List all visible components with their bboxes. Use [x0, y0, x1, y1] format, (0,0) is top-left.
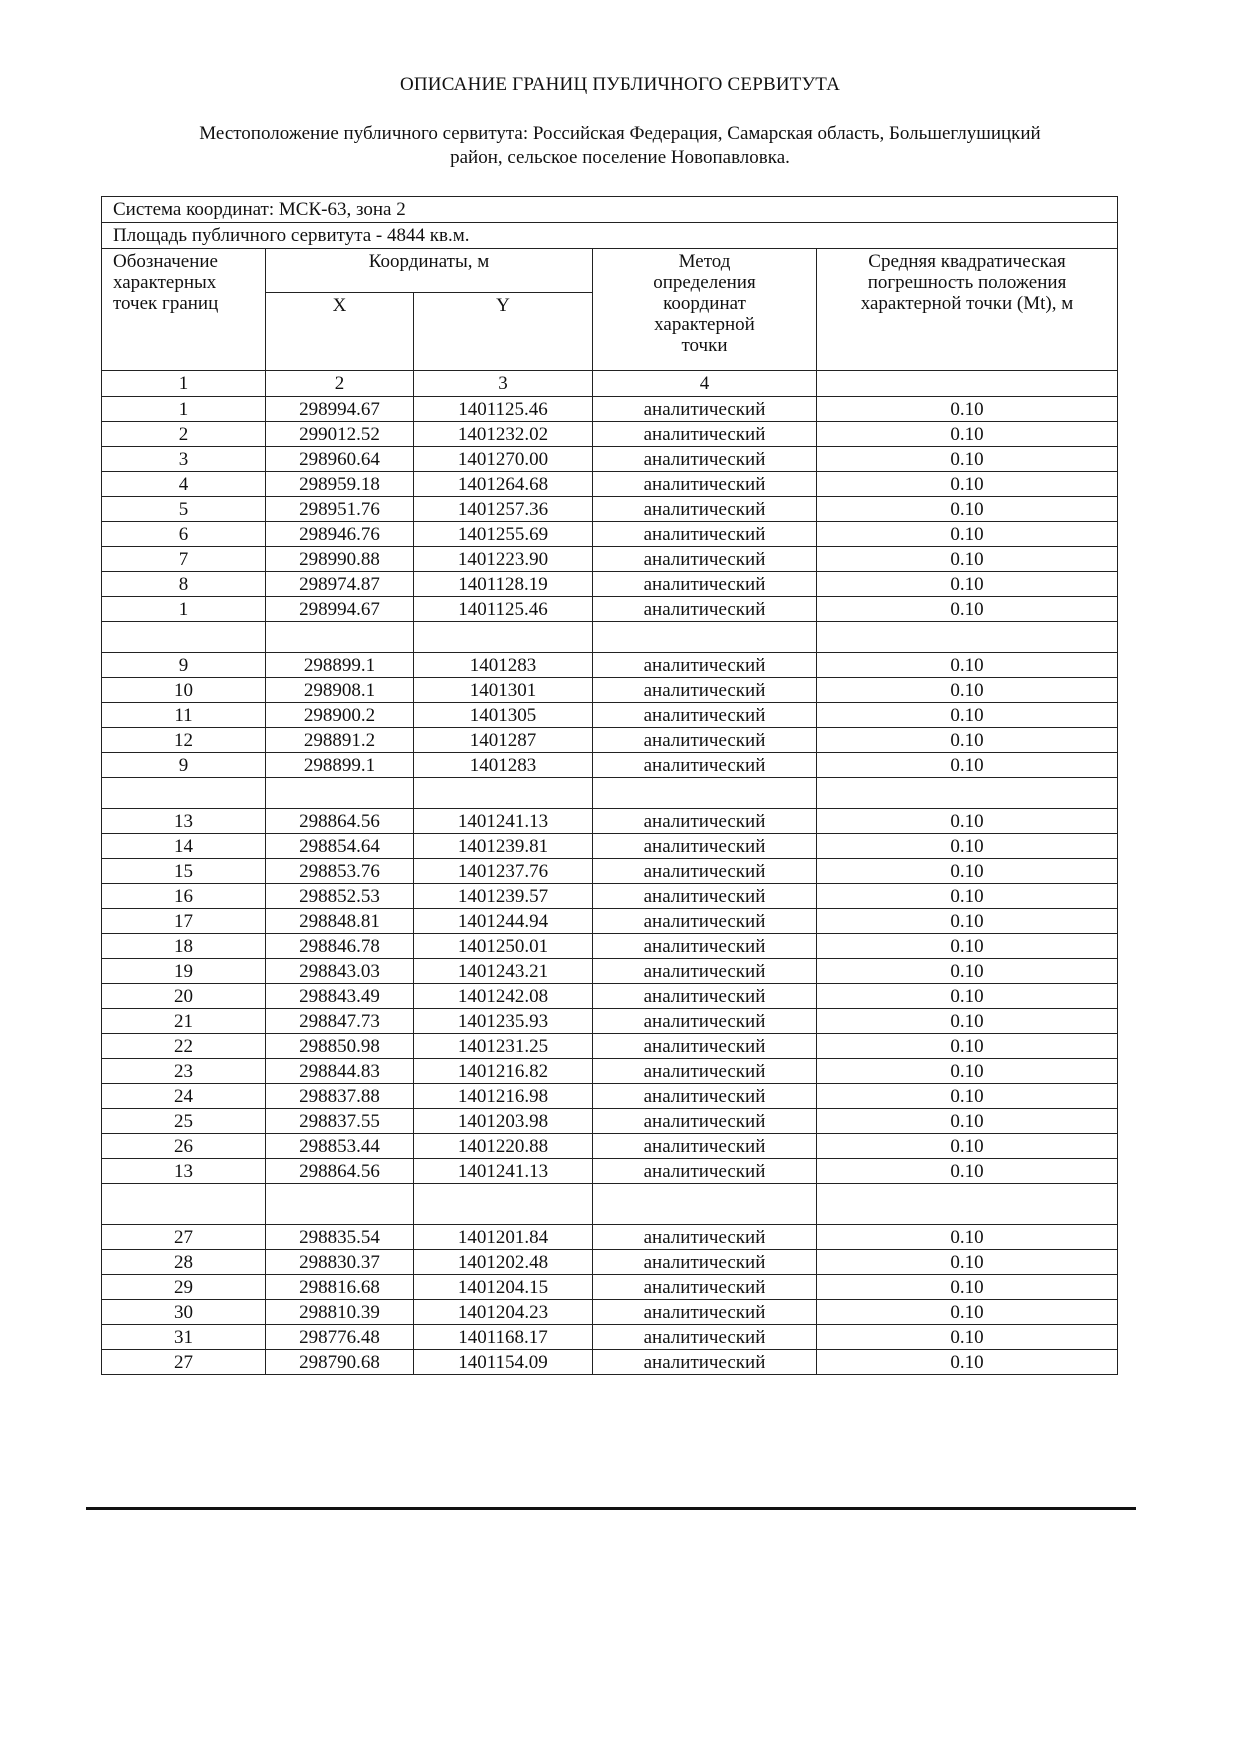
table-row [102, 678, 1118, 703]
point-id-cell: 18 [102, 934, 266, 959]
table-row [102, 1300, 1118, 1325]
method-cell: аналитический [593, 447, 817, 472]
x-coordinate-cell: 299012.52 [266, 422, 414, 447]
error-cell: 0.10 [817, 497, 1118, 522]
x-coordinate-cell: 298846.78 [266, 934, 414, 959]
empty-cell [266, 1184, 414, 1225]
x-coordinate-cell: 298852.53 [266, 884, 414, 909]
y-coordinate-cell: 1401203.98 [414, 1109, 593, 1134]
method-cell: аналитический [593, 959, 817, 984]
x-coordinate-cell: 298816.68 [266, 1275, 414, 1300]
point-id-cell: 6 [102, 522, 266, 547]
method-cell: аналитический [593, 728, 817, 753]
table-row [102, 653, 1118, 678]
point-id-cell: 25 [102, 1109, 266, 1134]
empty-cell [414, 1184, 593, 1225]
y-coordinate-cell: 1401204.15 [414, 1275, 593, 1300]
y-coordinate-cell: 1401220.88 [414, 1134, 593, 1159]
table-row [102, 834, 1118, 859]
y-coordinate-cell: 1401202.48 [414, 1250, 593, 1275]
error-cell: 0.10 [817, 597, 1118, 622]
location-text [100, 122, 1140, 170]
empty-cell [414, 622, 593, 653]
method-cell: аналитический [593, 472, 817, 497]
x-coordinate-cell: 298959.18 [266, 472, 414, 497]
x-coordinate-cell: 298990.88 [266, 547, 414, 572]
error-cell: 0.10 [817, 1300, 1118, 1325]
error-cell: 0.10 [817, 884, 1118, 909]
x-coordinate-cell: 298994.67 [266, 597, 414, 622]
error-cell: 0.10 [817, 397, 1118, 422]
y-coordinate-cell: 1401154.09 [414, 1350, 593, 1375]
method-cell: аналитический [593, 1225, 817, 1250]
table-row [102, 753, 1118, 778]
x-coordinate-cell: 298843.49 [266, 984, 414, 1009]
table-row [102, 1109, 1118, 1134]
y-coordinate-cell: 1401235.93 [414, 1009, 593, 1034]
header-text: координат [663, 293, 746, 314]
y-coordinate-cell: 1401243.21 [414, 959, 593, 984]
point-id-cell: 31 [102, 1325, 266, 1350]
x-coordinate-cell: 298864.56 [266, 1159, 414, 1184]
header-text: Метод [678, 251, 731, 272]
header-x: X [266, 293, 414, 371]
table-row [102, 728, 1118, 753]
y-coordinate-cell: 1401287 [414, 728, 593, 753]
y-coordinate-cell: 1401301 [414, 678, 593, 703]
error-cell: 0.10 [817, 1109, 1118, 1134]
error-cell: 0.10 [817, 909, 1118, 934]
point-id-cell: 26 [102, 1134, 266, 1159]
method-cell: аналитический [593, 1134, 817, 1159]
error-cell: 0.10 [817, 1009, 1118, 1034]
point-id-cell: 1 [102, 597, 266, 622]
coordinates-table [101, 196, 1118, 1375]
method-cell: аналитический [593, 703, 817, 728]
point-id-cell: 7 [102, 547, 266, 572]
header-text: Обозначение [113, 251, 218, 272]
method-cell: аналитический [593, 1325, 817, 1350]
table-row [102, 1009, 1118, 1034]
empty-cell [266, 778, 414, 809]
x-coordinate-cell: 298899.1 [266, 653, 414, 678]
table-row [102, 397, 1118, 422]
table-row [102, 934, 1118, 959]
method-cell: аналитический [593, 597, 817, 622]
point-id-cell: 21 [102, 1009, 266, 1034]
method-cell: аналитический [593, 809, 817, 834]
method-cell: аналитический [593, 547, 817, 572]
header-method [593, 249, 817, 371]
table-row [102, 1134, 1118, 1159]
method-cell: аналитический [593, 422, 817, 447]
method-cell: аналитический [593, 572, 817, 597]
point-id-cell: 15 [102, 859, 266, 884]
error-cell: 0.10 [817, 703, 1118, 728]
x-coordinate-cell: 298837.55 [266, 1109, 414, 1134]
error-cell: 0.10 [817, 959, 1118, 984]
method-cell: аналитический [593, 522, 817, 547]
table-row [102, 859, 1118, 884]
empty-cell [102, 1184, 266, 1225]
y-coordinate-cell: 1401305 [414, 703, 593, 728]
y-coordinate-cell: 1401239.81 [414, 834, 593, 859]
x-coordinate-cell: 298810.39 [266, 1300, 414, 1325]
y-coordinate-cell: 1401204.23 [414, 1300, 593, 1325]
x-coordinate-cell: 298974.87 [266, 572, 414, 597]
y-coordinate-cell: 1401216.98 [414, 1084, 593, 1109]
empty-cell [102, 778, 266, 809]
separator-row [102, 1184, 1118, 1225]
table-row [102, 1084, 1118, 1109]
point-id-cell: 5 [102, 497, 266, 522]
table-row [102, 1159, 1118, 1184]
point-id-cell: 13 [102, 1159, 266, 1184]
column-number: 1 [102, 371, 266, 397]
point-id-cell: 9 [102, 753, 266, 778]
empty-cell [593, 778, 817, 809]
y-coordinate-cell: 1401237.76 [414, 859, 593, 884]
y-coordinate-cell: 1401125.46 [414, 597, 593, 622]
y-coordinate-cell: 1401241.13 [414, 1159, 593, 1184]
x-coordinate-cell: 298994.67 [266, 397, 414, 422]
y-coordinate-cell: 1401255.69 [414, 522, 593, 547]
method-cell: аналитический [593, 984, 817, 1009]
header-coordinates: Координаты, м [266, 249, 593, 293]
empty-cell [817, 778, 1118, 809]
error-cell: 0.10 [817, 1275, 1118, 1300]
error-cell: 0.10 [817, 1034, 1118, 1059]
coord-system-cell: Система координат: МСК-63, зона 2 [102, 197, 1118, 223]
y-coordinate-cell: 1401223.90 [414, 547, 593, 572]
error-cell: 0.10 [817, 934, 1118, 959]
method-cell: аналитический [593, 1109, 817, 1134]
area-cell: Площадь публичного сервитута - 4844 кв.м. [102, 223, 1118, 249]
x-coordinate-cell: 298900.2 [266, 703, 414, 728]
x-coordinate-cell: 298891.2 [266, 728, 414, 753]
table-row [102, 472, 1118, 497]
point-id-cell: 13 [102, 809, 266, 834]
column-number: 4 [593, 371, 817, 397]
header-text: характерных [113, 272, 217, 293]
empty-cell [414, 778, 593, 809]
point-id-cell: 29 [102, 1275, 266, 1300]
error-cell: 0.10 [817, 1350, 1118, 1375]
table-row [102, 1059, 1118, 1084]
x-coordinate-cell: 298790.68 [266, 1350, 414, 1375]
error-cell: 0.10 [817, 753, 1118, 778]
method-cell: аналитический [593, 859, 817, 884]
error-cell: 0.10 [817, 809, 1118, 834]
method-cell: аналитический [593, 1009, 817, 1034]
method-cell: аналитический [593, 1159, 817, 1184]
header-text: точки [681, 335, 728, 356]
x-coordinate-cell: 298776.48 [266, 1325, 414, 1350]
y-coordinate-cell: 1401232.02 [414, 422, 593, 447]
table-row [102, 909, 1118, 934]
error-cell: 0.10 [817, 653, 1118, 678]
method-cell: аналитический [593, 653, 817, 678]
point-id-cell: 19 [102, 959, 266, 984]
table-row [102, 984, 1118, 1009]
method-cell: аналитический [593, 1034, 817, 1059]
table-row [102, 497, 1118, 522]
method-cell: аналитический [593, 1250, 817, 1275]
empty-cell [817, 622, 1118, 653]
table-row [102, 547, 1118, 572]
point-id-cell: 10 [102, 678, 266, 703]
point-id-cell: 12 [102, 728, 266, 753]
column-number [817, 371, 1118, 397]
table-row [102, 884, 1118, 909]
point-id-cell: 20 [102, 984, 266, 1009]
header-text: характерной [654, 314, 755, 335]
x-coordinate-cell: 298908.1 [266, 678, 414, 703]
location-line-1: Местоположение публичного сервитута: Российская Федерация, Самарская область, Большеглушицкий [199, 123, 1041, 144]
x-coordinate-cell: 298853.76 [266, 859, 414, 884]
method-cell: аналитический [593, 909, 817, 934]
x-coordinate-cell: 298835.54 [266, 1225, 414, 1250]
empty-cell [593, 1184, 817, 1225]
point-id-cell: 23 [102, 1059, 266, 1084]
table-row [102, 1350, 1118, 1375]
y-coordinate-cell: 1401239.57 [414, 884, 593, 909]
error-cell: 0.10 [817, 984, 1118, 1009]
error-cell: 0.10 [817, 1159, 1118, 1184]
column-number: 2 [266, 371, 414, 397]
table-row [102, 447, 1118, 472]
method-cell: аналитический [593, 834, 817, 859]
x-coordinate-cell: 298850.98 [266, 1034, 414, 1059]
y-coordinate-cell: 1401283 [414, 753, 593, 778]
error-cell: 0.10 [817, 834, 1118, 859]
error-cell: 0.10 [817, 859, 1118, 884]
method-cell: аналитический [593, 1084, 817, 1109]
x-coordinate-cell: 298853.44 [266, 1134, 414, 1159]
y-coordinate-cell: 1401244.94 [414, 909, 593, 934]
method-cell: аналитический [593, 678, 817, 703]
y-coordinate-cell: 1401128.19 [414, 572, 593, 597]
point-id-cell: 30 [102, 1300, 266, 1325]
empty-cell [817, 1184, 1118, 1225]
method-cell: аналитический [593, 1275, 817, 1300]
y-coordinate-cell: 1401242.08 [414, 984, 593, 1009]
table-row [102, 959, 1118, 984]
point-id-cell: 24 [102, 1084, 266, 1109]
error-cell: 0.10 [817, 1250, 1118, 1275]
method-cell: аналитический [593, 884, 817, 909]
table-row [102, 597, 1118, 622]
table-row [102, 1225, 1118, 1250]
error-cell: 0.10 [817, 1059, 1118, 1084]
error-cell: 0.10 [817, 447, 1118, 472]
empty-cell [266, 622, 414, 653]
empty-cell [102, 622, 266, 653]
method-cell: аналитический [593, 1059, 817, 1084]
header-point-designation [102, 249, 266, 371]
y-coordinate-cell: 1401216.82 [414, 1059, 593, 1084]
error-cell: 0.10 [817, 1225, 1118, 1250]
x-coordinate-cell: 298854.64 [266, 834, 414, 859]
method-cell: аналитический [593, 497, 817, 522]
table-row [102, 572, 1118, 597]
point-id-cell: 4 [102, 472, 266, 497]
separator-row [102, 778, 1118, 809]
method-cell: аналитический [593, 753, 817, 778]
method-cell: аналитический [593, 934, 817, 959]
y-coordinate-cell: 1401264.68 [414, 472, 593, 497]
bottom-rule [86, 1507, 1136, 1510]
header-y: Y [414, 293, 593, 371]
header-text: характерной точки (Mt), м [860, 293, 1074, 314]
point-id-cell: 28 [102, 1250, 266, 1275]
column-number: 3 [414, 371, 593, 397]
point-id-cell: 27 [102, 1350, 266, 1375]
error-cell: 0.10 [817, 728, 1118, 753]
header-text: точек границ [113, 293, 219, 314]
point-id-cell: 9 [102, 653, 266, 678]
y-coordinate-cell: 1401250.01 [414, 934, 593, 959]
table-row [102, 1034, 1118, 1059]
point-id-cell: 22 [102, 1034, 266, 1059]
x-coordinate-cell: 298837.88 [266, 1084, 414, 1109]
x-coordinate-cell: 298864.56 [266, 809, 414, 834]
method-cell: аналитический [593, 1300, 817, 1325]
point-id-cell: 3 [102, 447, 266, 472]
x-coordinate-cell: 298830.37 [266, 1250, 414, 1275]
point-id-cell: 1 [102, 397, 266, 422]
x-coordinate-cell: 298844.83 [266, 1059, 414, 1084]
table-row [102, 809, 1118, 834]
error-cell: 0.10 [817, 572, 1118, 597]
y-coordinate-cell: 1401201.84 [414, 1225, 593, 1250]
x-coordinate-cell: 298960.64 [266, 447, 414, 472]
point-id-cell: 11 [102, 703, 266, 728]
y-coordinate-cell: 1401257.36 [414, 497, 593, 522]
empty-cell [593, 622, 817, 653]
header-error [817, 249, 1118, 371]
error-cell: 0.10 [817, 678, 1118, 703]
table-row [102, 422, 1118, 447]
error-cell: 0.10 [817, 472, 1118, 497]
y-coordinate-cell: 1401168.17 [414, 1325, 593, 1350]
y-coordinate-cell: 1401270.00 [414, 447, 593, 472]
error-cell: 0.10 [817, 547, 1118, 572]
method-cell: аналитический [593, 1350, 817, 1375]
header-text: погрешность положения [867, 272, 1067, 293]
x-coordinate-cell: 298843.03 [266, 959, 414, 984]
error-cell: 0.10 [817, 522, 1118, 547]
document-title: ОПИСАНИЕ ГРАНИЦ ПУБЛИЧНОГО СЕРВИТУТА [399, 74, 841, 95]
header-text: определения [653, 272, 756, 293]
point-id-cell: 27 [102, 1225, 266, 1250]
y-coordinate-cell: 1401125.46 [414, 397, 593, 422]
header-text: Средняя квадратическая [868, 251, 1066, 272]
y-coordinate-cell: 1401241.13 [414, 809, 593, 834]
method-cell: аналитический [593, 397, 817, 422]
point-id-cell: 14 [102, 834, 266, 859]
table-row [102, 1250, 1118, 1275]
table-row [102, 522, 1118, 547]
x-coordinate-cell: 298848.81 [266, 909, 414, 934]
x-coordinate-cell: 298946.76 [266, 522, 414, 547]
x-coordinate-cell: 298899.1 [266, 753, 414, 778]
column-number-row [102, 371, 1118, 397]
table-row [102, 703, 1118, 728]
y-coordinate-cell: 1401283 [414, 653, 593, 678]
error-cell: 0.10 [817, 1325, 1118, 1350]
point-id-cell: 16 [102, 884, 266, 909]
point-id-cell: 8 [102, 572, 266, 597]
error-cell: 0.10 [817, 1084, 1118, 1109]
error-cell: 0.10 [817, 422, 1118, 447]
point-id-cell: 2 [102, 422, 266, 447]
x-coordinate-cell: 298951.76 [266, 497, 414, 522]
error-cell: 0.10 [817, 1134, 1118, 1159]
x-coordinate-cell: 298847.73 [266, 1009, 414, 1034]
location-line-2: район, сельское поселение Новопавловка. [450, 147, 790, 168]
separator-row [102, 622, 1118, 653]
table-row [102, 1325, 1118, 1350]
table-row [102, 1275, 1118, 1300]
y-coordinate-cell: 1401231.25 [414, 1034, 593, 1059]
point-id-cell: 17 [102, 909, 266, 934]
